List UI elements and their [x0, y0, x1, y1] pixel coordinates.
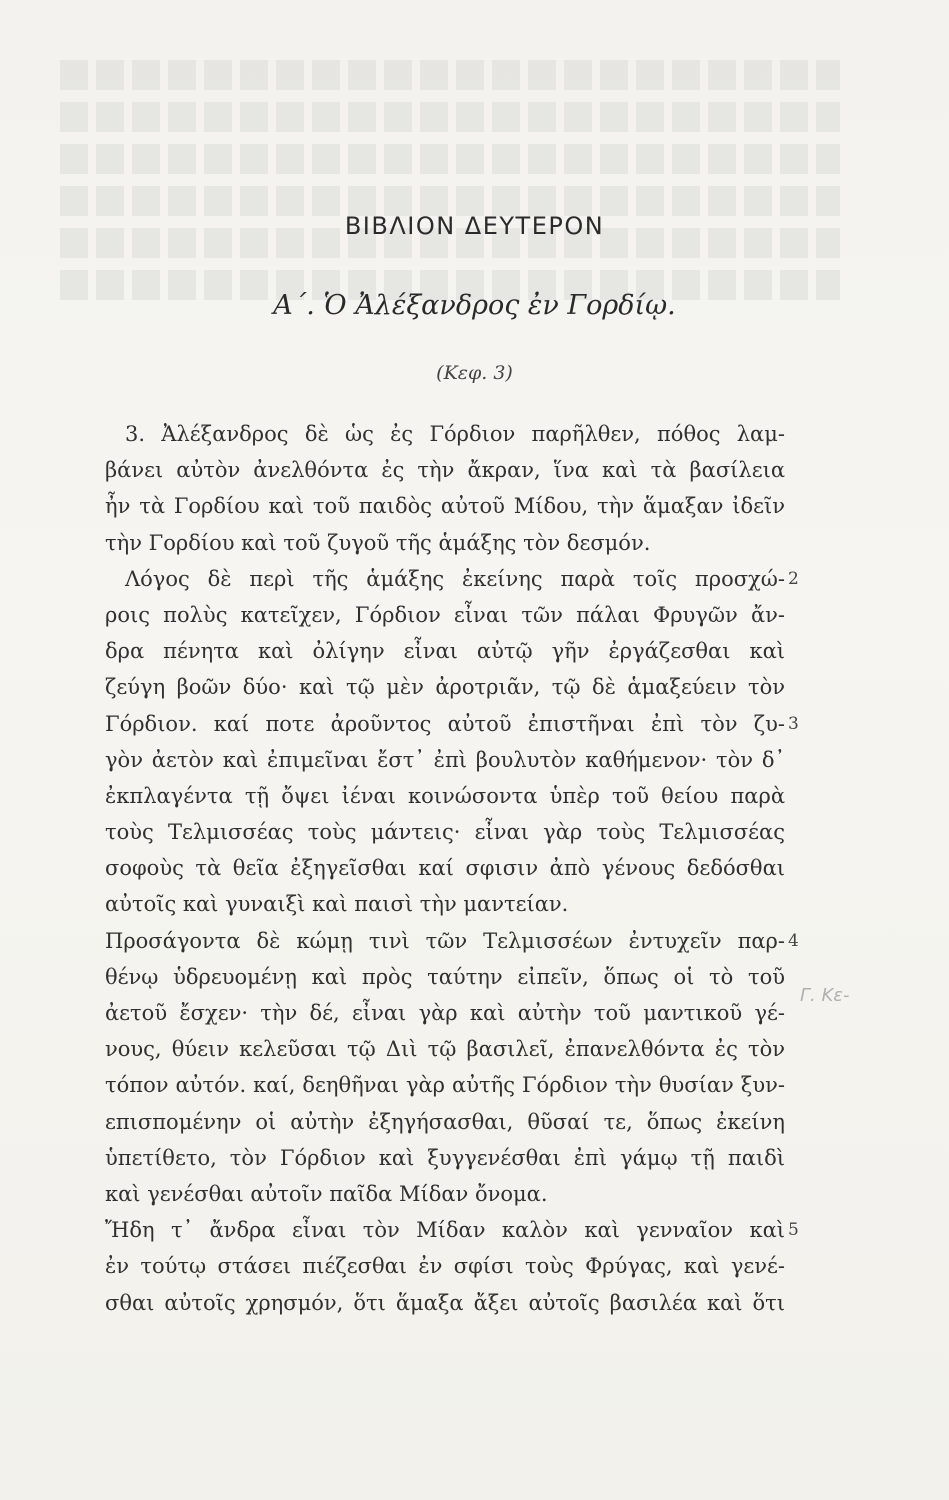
text-line: ροις πολὺς κατεῖχεν, Γόρδιον εἶναι τῶν πάλαι Φρυγῶν ἄν-: [105, 602, 785, 627]
text-line: σοφοὺς τὰ θεῖα ἐξηγεῖσθαι καί σφισιν ἀπὸ γένους δεδόσθαι: [105, 856, 785, 881]
section-number: 2: [788, 568, 799, 589]
text-line: δρα πένητα καὶ ὀλίγην εἶναι αὐτῷ γῆν ἐργάζεσθαι καὶ: [105, 639, 785, 664]
text-line: Γόρδιον. καί ποτε ἀροῦντος αὐτοῦ ἐπιστῆναι ἐπὶ τὸν ζυ-: [105, 711, 785, 736]
text-line: σθαι αὐτοῖς χρησμόν, ὅτι ἅμαξα ἄξει αὐτοῖς βασιλέα καὶ ὅτι: [105, 1290, 785, 1315]
chapter-reference: (Κεφ. 3): [436, 362, 513, 384]
text-line: επισπομένην οἱ αὐτὴν ἐξηγήσασθαι, θῦσαί τε, ὅπως ἐκείνη: [105, 1109, 785, 1134]
text-line: αὐτοῖς καὶ γυναιξὶ καὶ παισὶ τὴν μαντείαν.: [105, 892, 569, 917]
text-line: τοὺς Τελμισσέας τοὺς μάντεις· εἶναι γὰρ τοὺς Τελμισσέας: [105, 820, 785, 845]
text-line: 3. Ἀλέξανδρος δὲ ὡς ἐς Γόρδιον παρῆλθεν, πόθος λαμ-: [125, 422, 785, 446]
text-line: γὸν ἀετὸν καὶ ἐπιμεῖναι ἔστ᾽ ἐπὶ βουλυτὸν καθήμενον· τὸν δ᾽: [105, 747, 785, 772]
pencil-margin-note: Γ. Κε-: [800, 985, 850, 1006]
text-line: τόπον αὐτόν. καί, δεηθῆναι γὰρ αὐτῆς Γόρδιον τὴν θυσίαν ξυν-: [105, 1073, 785, 1098]
section-number: 3: [788, 713, 799, 734]
text-line: ἦν τὰ Γορδίου καὶ τοῦ παιδὸς αὐτοῦ Μίδου, τὴν ἅμαξαν ἰδεῖν: [105, 494, 785, 519]
text-line: ζεύγη βοῶν δύο· καὶ τῷ μὲν ἀροτριᾶν, τῷ δὲ ἁμαξεύειν τὸν: [105, 675, 785, 700]
text-line: τὴν Γορδίου καὶ τοῦ ζυγοῦ τῆς ἁμάξης τὸν δεσμόν.: [105, 530, 651, 555]
text-line: ἐν τούτῳ στάσει πιέζεσθαι ἐν σφίσι τοὺς Φρύγας, καὶ γενέ-: [105, 1254, 785, 1279]
text-line: Ἤδη τ᾽ ἄνδρα εἶναι τὸν Μίδαν καλὸν καὶ γενναῖον καὶ: [105, 1218, 785, 1243]
text-line: καὶ γενέσθαι αὐτοῖν παῖδα Μίδαν ὄνομα.: [105, 1181, 548, 1206]
section-number: 4: [788, 930, 799, 951]
text-line: ἐκπλαγέντα τῇ ὄψει ἰέναι κοινώσοντα ὑπὲρ τοῦ θείου παρὰ: [105, 783, 785, 808]
text-line: Προσάγοντα δὲ κώμῃ τινὶ τῶν Τελμισσέων ἐντυχεῖν παρ-: [105, 928, 785, 953]
text-line: νους, θύειν κελεῦσαι τῷ Διὶ τῷ βασιλεῖ, ἐπανελθόντα ἐς τὸν: [105, 1037, 785, 1062]
greek-text-body: [105, 416, 785, 1321]
text-line: Λόγος δὲ περὶ τῆς ἁμάξης ἐκείνης παρὰ τοῖς προσχώ-: [125, 566, 785, 591]
book-title: ΒΙΒΛΙΟΝ ΔΕΥΤΕΡΟΝ: [344, 212, 605, 240]
text-line: θένῳ ὑδρευομένῃ καὶ πρὸς ταύτην εἰπεῖν, ὅπως οἱ τὸ τοῦ: [105, 964, 785, 989]
chapter-title: Α΄. Ὁ Ἀλέξανδρος ἐν Γορδίῳ.: [273, 290, 676, 321]
section-number: 5: [788, 1220, 799, 1241]
text-line: ἀετοῦ ἔσχεν· τὴν δέ, εἶναι γὰρ καὶ αὐτὴν τοῦ μαντικοῦ γέ-: [105, 1001, 785, 1025]
text-line: ὑπετίθετο, τὸν Γόρδιον καὶ ξυγγενέσθαι ἐπὶ γάμῳ τῇ παιδὶ: [105, 1145, 785, 1170]
text-line: βάνει αὐτὸν ἀνελθόντα ἐς τὴν ἄκραν, ἵνα καὶ τὰ βασίλεια: [105, 458, 785, 483]
